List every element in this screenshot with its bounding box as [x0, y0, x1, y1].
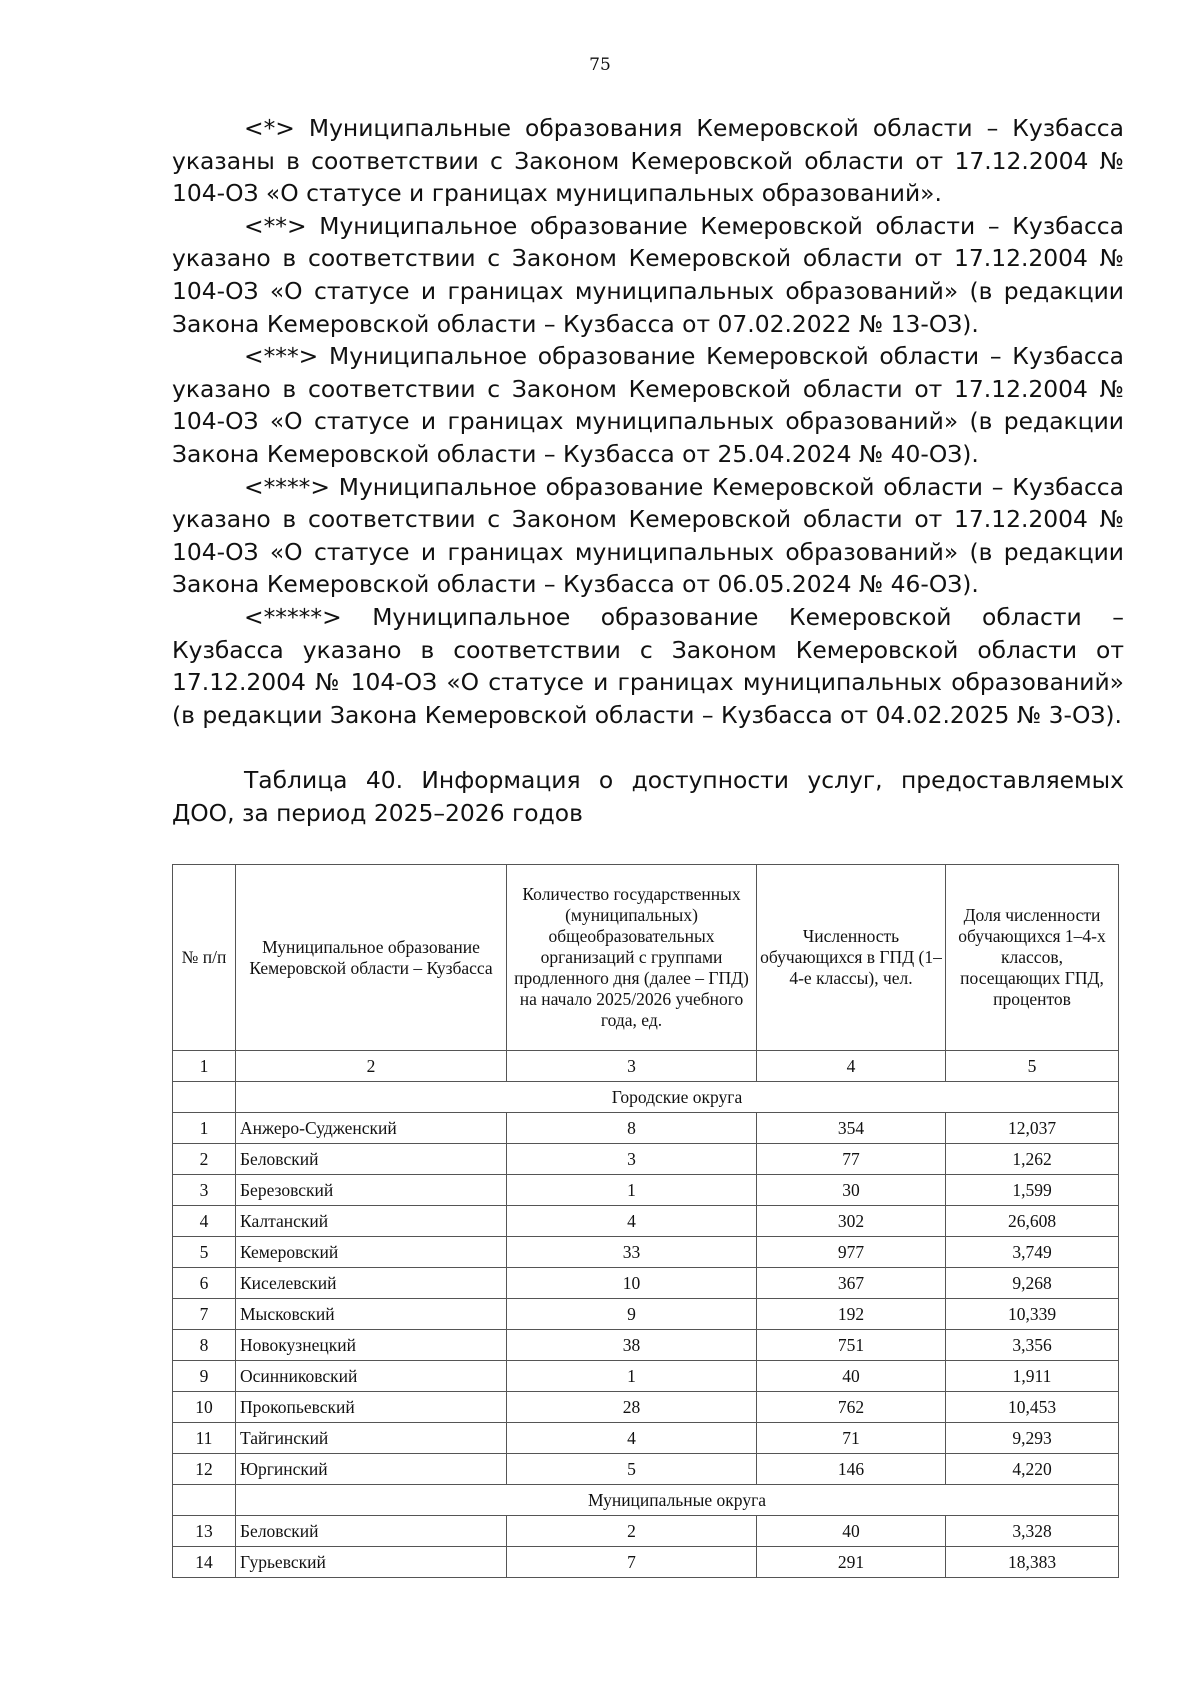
- table-row: [173, 1547, 1119, 1578]
- table-row: [173, 1144, 1119, 1175]
- header-cell-number: № п/п: [173, 865, 236, 1051]
- organizations-count-cell: 1: [507, 1361, 757, 1392]
- students-count-cell: 291: [757, 1547, 946, 1578]
- organizations-count-cell: 1: [507, 1175, 757, 1206]
- table-row: [173, 1113, 1119, 1144]
- students-count-cell: 762: [757, 1392, 946, 1423]
- column-number-cell: 5: [946, 1051, 1119, 1082]
- footnote: <**> Муниципальное образование Кемеровской области – Кузбасса указано в соответствии с Законом Кемеровской области от 17.12.2004 № 104-ОЗ «О статусе и границах муниципальных образований» (в редакции Закона Кемеровской области – Кузбасса от 07.02.2022 № 13-ОЗ).: [172, 211, 1124, 338]
- section-row: [173, 1082, 1119, 1113]
- organizations-count-cell: 4: [507, 1206, 757, 1237]
- column-number-cell: 2: [236, 1051, 507, 1082]
- row-number-cell: 12: [173, 1454, 236, 1485]
- section-spacer-cell: [173, 1082, 236, 1113]
- students-count-cell: 367: [757, 1268, 946, 1299]
- share-cell: 1,911: [946, 1361, 1119, 1392]
- table-row: [173, 1268, 1119, 1299]
- municipality-cell: Киселевский: [236, 1268, 507, 1299]
- students-count-cell: 751: [757, 1330, 946, 1361]
- share-cell: 9,293: [946, 1423, 1119, 1454]
- footnote: <*> Муниципальные образования Кемеровской области – Кузбасса указаны в соответствии с Законом Кемеровской области от 17.12.2004 № 104-ОЗ «О статусе и границах муниципальных образований».: [172, 114, 1124, 208]
- organizations-count-cell: 33: [507, 1237, 757, 1268]
- students-count-cell: 354: [757, 1113, 946, 1144]
- table-row: [173, 1423, 1119, 1454]
- students-count-cell: 30: [757, 1175, 946, 1206]
- municipality-cell: Прокопьевский: [236, 1392, 507, 1423]
- row-number-cell: 2: [173, 1144, 236, 1175]
- header-cell-municipality: Муниципальное образование Кемеровской области – Кузбасса: [236, 865, 507, 1051]
- services-table: [172, 864, 1119, 1578]
- row-number-cell: 11: [173, 1423, 236, 1454]
- column-number-cell: 4: [757, 1051, 946, 1082]
- students-count-cell: 302: [757, 1206, 946, 1237]
- municipality-cell: Гурьевский: [236, 1547, 507, 1578]
- table-row: [173, 1392, 1119, 1423]
- section-spacer-cell: [173, 1485, 236, 1516]
- header-cell-students-count: Численность обучающихся в ГПД (1–4-е классы), чел.: [757, 865, 946, 1051]
- row-number-cell: 6: [173, 1268, 236, 1299]
- table-row: [173, 1206, 1119, 1237]
- municipality-cell: Беловский: [236, 1516, 507, 1547]
- students-count-cell: 146: [757, 1454, 946, 1485]
- share-cell: 3,749: [946, 1237, 1119, 1268]
- municipality-cell: Кемеровский: [236, 1237, 507, 1268]
- organizations-count-cell: 38: [507, 1330, 757, 1361]
- organizations-count-cell: 7: [507, 1547, 757, 1578]
- table-row: [173, 1516, 1119, 1547]
- row-number-cell: 9: [173, 1361, 236, 1392]
- share-cell: 10,453: [946, 1392, 1119, 1423]
- row-number-cell: 13: [173, 1516, 236, 1547]
- students-count-cell: 40: [757, 1361, 946, 1392]
- table-row: [173, 1454, 1119, 1485]
- municipality-cell: Березовский: [236, 1175, 507, 1206]
- share-cell: 9,268: [946, 1268, 1119, 1299]
- table-row: [173, 1330, 1119, 1361]
- table-caption: Таблица 40. Информация о доступности услуг, предоставляемых ДОО, за период 2025–2026 годов: [172, 766, 1124, 827]
- footnote: <***> Муниципальное образование Кемеровской области – Кузбасса указано в соответствии с Законом Кемеровской области от 17.12.2004 № 104-ОЗ «О статусе и границах муниципальных образований» (в редакции Закона Кемеровской области – Кузбасса от 25.04.2024 № 40-ОЗ).: [172, 342, 1124, 468]
- share-cell: 10,339: [946, 1299, 1119, 1330]
- organizations-count-cell: 10: [507, 1268, 757, 1299]
- table-body: [173, 1051, 1119, 1578]
- share-cell: 1,262: [946, 1144, 1119, 1175]
- municipality-cell: Новокузнецкий: [236, 1330, 507, 1361]
- organizations-count-cell: 5: [507, 1454, 757, 1485]
- row-number-cell: 4: [173, 1206, 236, 1237]
- share-cell: 18,383: [946, 1547, 1119, 1578]
- column-number-cell: 3: [507, 1051, 757, 1082]
- municipality-cell: Беловский: [236, 1144, 507, 1175]
- section-title: Городские округа: [236, 1082, 1119, 1113]
- table-header-row: [173, 865, 1119, 1051]
- page-number: 75: [589, 55, 611, 75]
- row-number-cell: 14: [173, 1547, 236, 1578]
- column-number-cell: 1: [173, 1051, 236, 1082]
- table-row: [173, 1175, 1119, 1206]
- students-count-cell: 977: [757, 1237, 946, 1268]
- share-cell: 3,356: [946, 1330, 1119, 1361]
- organizations-count-cell: 28: [507, 1392, 757, 1423]
- organizations-count-cell: 3: [507, 1144, 757, 1175]
- header-cell-organizations-count: Количество государственных (муниципальных) общеобразовательных организаций с группами продленного дня (далее – ГПД) на начало 2025/2026 учебного года, ед.: [507, 865, 757, 1051]
- share-cell: 1,599: [946, 1175, 1119, 1206]
- footnote: <****> Муниципальное образование Кемеровской области – Кузбасса указано в соответствии с Законом Кемеровской области от 17.12.2004 № 104-ОЗ «О статусе и границах муниципальных образований» (в редакции Закона Кемеровской области – Кузбасса от 06.05.2024 № 46-ОЗ).: [172, 472, 1124, 599]
- students-count-cell: 40: [757, 1516, 946, 1547]
- students-count-cell: 71: [757, 1423, 946, 1454]
- column-numbers-row: [173, 1051, 1119, 1082]
- share-cell: 3,328: [946, 1516, 1119, 1547]
- row-number-cell: 7: [173, 1299, 236, 1330]
- table-row: [173, 1299, 1119, 1330]
- students-count-cell: 77: [757, 1144, 946, 1175]
- footnotes: [172, 112, 1124, 731]
- footnote: <*****> Муниципальное образование Кемеровской области – Кузбасса указано в соответствии с Законом Кемеровской области от 17.12.2004 № 104-ОЗ «О статусе и границах муниципальных образований» (в редакции Закона Кемеровской области – Кузбасса от 04.02.2025 № 3-ОЗ).: [172, 602, 1124, 729]
- organizations-count-cell: 8: [507, 1113, 757, 1144]
- row-number-cell: 8: [173, 1330, 236, 1361]
- share-cell: 4,220: [946, 1454, 1119, 1485]
- municipality-cell: Юргинский: [236, 1454, 507, 1485]
- table-row: [173, 1237, 1119, 1268]
- municipality-cell: Калтанский: [236, 1206, 507, 1237]
- section-row: [173, 1485, 1119, 1516]
- organizations-count-cell: 4: [507, 1423, 757, 1454]
- section-title: Муниципальные округа: [236, 1485, 1119, 1516]
- row-number-cell: 10: [173, 1392, 236, 1423]
- organizations-count-cell: 2: [507, 1516, 757, 1547]
- share-cell: 26,608: [946, 1206, 1119, 1237]
- share-cell: 12,037: [946, 1113, 1119, 1144]
- row-number-cell: 5: [173, 1237, 236, 1268]
- students-count-cell: 192: [757, 1299, 946, 1330]
- municipality-cell: Тайгинский: [236, 1423, 507, 1454]
- municipality-cell: Осинниковский: [236, 1361, 507, 1392]
- municipality-cell: Анжеро-Судженский: [236, 1113, 507, 1144]
- table-row: [173, 1361, 1119, 1392]
- row-number-cell: 3: [173, 1175, 236, 1206]
- row-number-cell: 1: [173, 1113, 236, 1144]
- organizations-count-cell: 9: [507, 1299, 757, 1330]
- header-cell-share: Доля численности обучающихся 1–4-х классов, посещающих ГПД, процентов: [946, 865, 1119, 1051]
- municipality-cell: Мысковский: [236, 1299, 507, 1330]
